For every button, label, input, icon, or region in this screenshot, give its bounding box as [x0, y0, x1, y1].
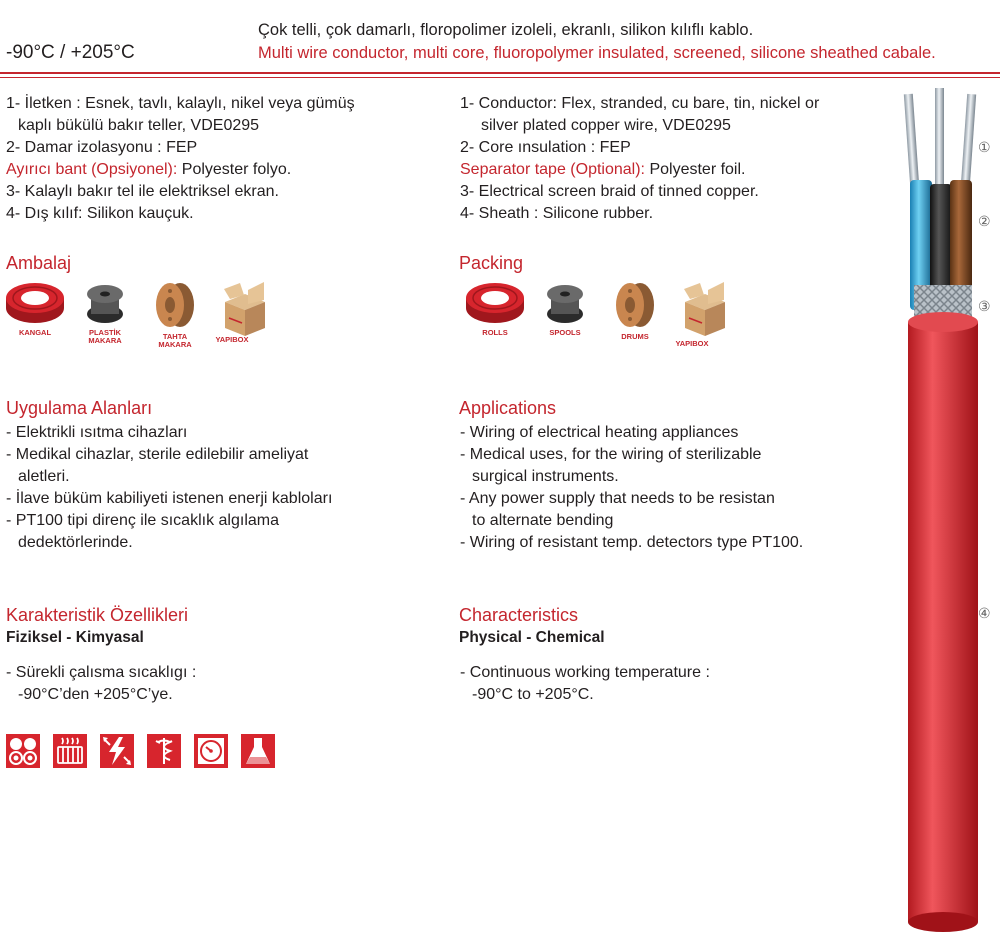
application-item: - Wiring of resistant temp. detectors type PT100. [460, 534, 804, 551]
application-item-cont: dedektörlerinde. [18, 534, 133, 551]
construction-item-2: 2- Core ınsulation : FEP [460, 139, 631, 156]
packing-title-en: Packing [459, 253, 524, 273]
construction-item-1-cont: silver plated copper wire, VDE0295 [481, 117, 731, 134]
characteristic-item: - Sürekli çalısma sıcaklıgı : [6, 664, 197, 681]
application-item-cont: aletleri. [18, 468, 70, 485]
electrical-hazard-icon [100, 734, 134, 768]
construction-list-en [460, 93, 819, 225]
application-item: - Medikal cihazlar, sterile edilebilir ameliyat [6, 446, 309, 463]
characteristics-title-tr: Karakteristik Özellikleri [6, 605, 189, 625]
application-item: - Any power supply that needs to be resistan [460, 490, 775, 507]
property-icons [6, 734, 275, 768]
drum-icon [610, 280, 660, 330]
cable-marker-2: ② [978, 213, 991, 229]
chemical-flask-icon [241, 734, 275, 768]
roll-icon [464, 280, 526, 326]
characteristics-list-tr [6, 662, 196, 706]
cable-marker-1: ① [978, 139, 991, 155]
construction-item-1: 1- Conductor: Flex, stranded, cu bare, tin, nickel or [460, 95, 820, 112]
application-item: - Wiring of electrical heating appliances [460, 424, 739, 441]
characteristics-list-en [460, 662, 710, 706]
box-icon [680, 280, 730, 338]
construction-item-2: 2- Damar izolasyonu : FEP [6, 139, 198, 156]
application-item: - Elektrikli ısıtma cihazları [6, 424, 188, 441]
packing-yapibox [670, 280, 740, 338]
box-icon [220, 280, 270, 338]
packing-wooden-drum [140, 280, 210, 349]
packing-label: KANGAL [18, 328, 52, 337]
packing-plastic-spool [70, 280, 140, 345]
packing-label: SPOOLS [549, 328, 581, 337]
packing-spool [530, 280, 600, 337]
packing-roll [460, 280, 530, 337]
spool-icon [540, 280, 590, 326]
characteristic-item: - Continuous working temperature : [460, 664, 710, 681]
characteristic-item-cont: -90°C’den +205°C’ye. [18, 686, 173, 703]
characteristic-item-cont: -90°C to +205°C. [472, 686, 594, 703]
applications-list-en [460, 422, 803, 554]
packing-drum [600, 280, 670, 341]
cable-illustration [880, 80, 990, 940]
construction-item-3: 3- Kalaylı bakır tel ile elektriksel ekran. [6, 183, 279, 200]
header-divider [0, 72, 1000, 74]
packing-label: YAPIBOX [215, 335, 249, 344]
header-divider-thin [0, 77, 1000, 78]
applications-list-tr [6, 422, 332, 554]
temperature-gauge-icon [194, 734, 228, 768]
packing-roll [0, 280, 70, 337]
heating-radiator-icon [53, 734, 87, 768]
application-item: - İlave büküm kabiliyeti istenen enerji kabloları [6, 490, 333, 507]
cable-marker-3: ③ [978, 298, 991, 314]
title-turkish: Çok telli, çok damarlı, floropolimer izoleli, ekranlı, silikon kılıflı kablo. [258, 21, 754, 39]
packing-label: YAPIBOX [675, 339, 709, 348]
construction-item-3: 3- Electrical screen braid of tinned copper. [460, 183, 759, 200]
applications-title-en: Applications [459, 398, 557, 418]
construction-item-4: 4- Dış kılıf: Silikon kauçuk. [6, 205, 194, 222]
cable-marker-4: ④ [978, 605, 991, 621]
cable-cross-section-icon [6, 734, 40, 768]
construction-item-1: 1- İletken : Esnek, tavlı, kalaylı, nikel veya gümüş [6, 95, 355, 112]
spool-icon [80, 280, 130, 326]
application-item-cont: surgical instruments. [472, 468, 619, 485]
construction-item-1-cont: kaplı bükülü bakır teller, VDE0295 [18, 117, 260, 134]
separator-tape-label: Separator tape (Optional): [460, 161, 645, 178]
construction-list-tr [6, 93, 355, 225]
application-item-cont: to alternate bending [472, 512, 614, 529]
medical-caduceus-icon [147, 734, 181, 768]
roll-icon [4, 280, 66, 326]
characteristics-subtitle-tr: Fiziksel - Kimyasal [6, 629, 144, 646]
application-item: - PT100 tipi direnç ile sıcaklık algılama [6, 512, 279, 529]
construction-item-4: 4- Sheath : Silicone rubber. [460, 205, 654, 222]
packing-title-tr: Ambalaj [6, 253, 72, 273]
separator-tape-line [460, 159, 819, 181]
drum-icon [150, 280, 200, 330]
packing-label: PLASTİK MAKARA [88, 328, 122, 345]
packing-yapibox [210, 280, 280, 338]
separator-tape-value: Polyester foil. [645, 161, 746, 178]
characteristics-title-en: Characteristics [459, 605, 579, 625]
packing-label: DRUMS [621, 332, 649, 341]
characteristics-subtitle-en: Physical - Chemical [459, 629, 605, 646]
temperature-range: -90°C / +205°C [6, 42, 135, 63]
packing-label: TAHTA MAKARA [158, 332, 192, 349]
separator-tape-line [6, 159, 355, 181]
separator-tape-value: Polyester folyo. [177, 161, 292, 178]
applications-title-tr: Uygulama Alanları [6, 398, 153, 418]
separator-tape-label: Ayırıcı bant (Opsiyonel): [6, 161, 178, 178]
packing-options-en [460, 280, 740, 341]
packing-label: ROLLS [482, 328, 508, 337]
title-english: Multi wire conductor, multi core, fluoropolymer insulated, screened, silicone sheathed cabale. [258, 44, 936, 62]
application-item: - Medical uses, for the wiring of sterilizable [460, 446, 762, 463]
